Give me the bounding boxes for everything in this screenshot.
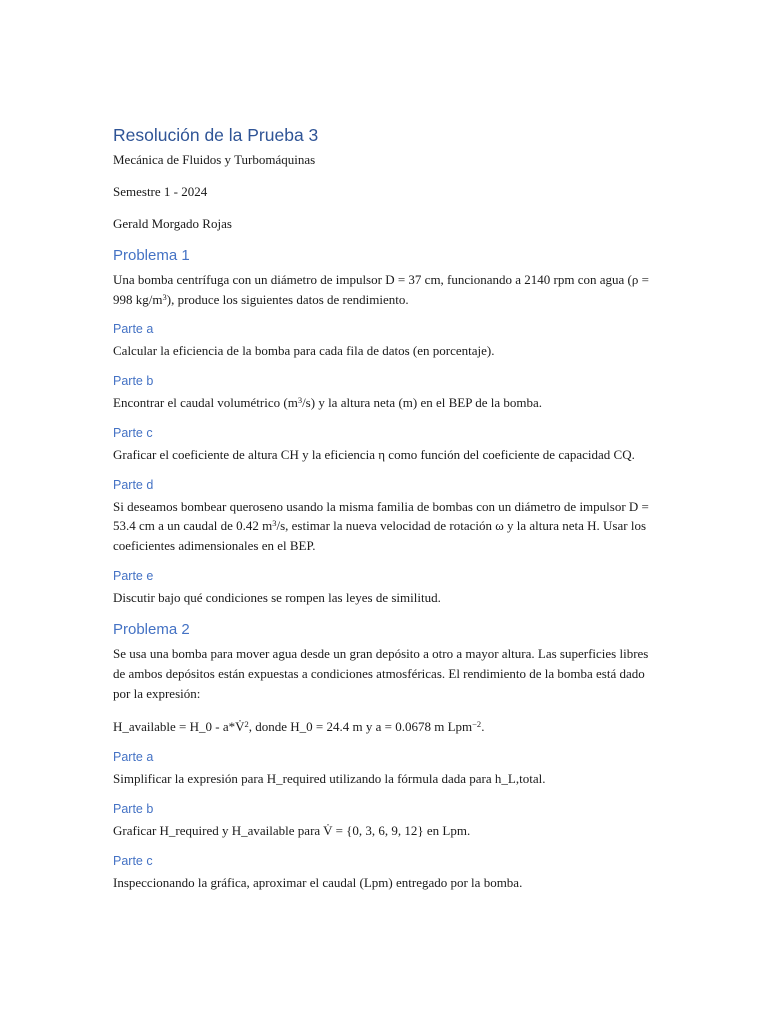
semester: Semestre 1 - 2024 bbox=[113, 184, 208, 199]
p1-part-e-text: Discutir bajo qué condiciones se rompen las leyes de similitud. bbox=[113, 589, 441, 605]
p1-part-d-text-start: Si deseamos bombear queroseno usando la misma familia de bombas con un diámetro de impulsor D = 53.4 cm a un caudal de 0.42 m bbox=[113, 498, 649, 534]
exponent: −2 bbox=[472, 719, 482, 730]
problem-2-heading: Problema 2 bbox=[113, 621, 190, 639]
exponent: 3 bbox=[297, 395, 303, 406]
exponent: 3 bbox=[162, 291, 167, 302]
problem-1-heading: Problema 1 bbox=[113, 247, 190, 264]
p1-part-d-text bbox=[113, 497, 658, 556]
exponent: 2 bbox=[244, 719, 249, 730]
p1-part-b-text bbox=[113, 393, 658, 413]
p2-part-b-heading: Parte b bbox=[113, 801, 154, 816]
document-page bbox=[113, 124, 658, 892]
p1-part-d-text-end: /s, estimar la nueva velocidad de rotación ω y la altura neta H. Usar los coeficientes adimensionales en el BEP. bbox=[113, 518, 647, 553]
p2-part-a-text: Simplificar la expresión para H_required utilizando la fórmula dada para h_L,total. bbox=[113, 771, 546, 787]
p1-part-b-text-start: Encontrar el caudal volumétrico (m bbox=[113, 395, 298, 411]
problem-1-intro-text: Una bomba centrífuga con un diámetro de impulsor D = 37 cm, funcionando a 2140 rpm con agua (ρ = 998 kg/m bbox=[113, 272, 649, 307]
p1-part-c-heading: Parte c bbox=[113, 425, 153, 440]
problem-2-intro: Se usa una bomba para mover agua desde un gran depósito a otro a mayor altura. Las superficies libres de ambos depósitos están expuestas a condiciones atmosféricas. El rendimiento de la bomba está dado por la expresión: bbox=[113, 646, 649, 701]
formula-text-middle: , donde H_0 = 24.4 m y a = 0.0678 m Lpm bbox=[248, 719, 473, 735]
problem-2-formula bbox=[113, 717, 658, 737]
p2-part-a-heading: Parte a bbox=[113, 750, 154, 765]
formula-text-end: . bbox=[481, 719, 485, 735]
p1-part-d-heading: Parte d bbox=[113, 477, 154, 492]
p1-part-a-heading: Parte a bbox=[113, 322, 154, 337]
p1-part-e-heading: Parte e bbox=[113, 568, 154, 583]
formula-text-start: H_available = H_0 - a*V̇ bbox=[113, 719, 245, 735]
p1-part-a-text: Calcular la eficiencia de la bomba para cada fila de datos (en porcentaje). bbox=[113, 343, 495, 359]
author: Gerald Morgado Rojas bbox=[113, 216, 232, 231]
p2-part-c-heading: Parte c bbox=[113, 853, 153, 868]
p1-part-b-text-end: /s) y la altura neta (m) en el BEP de la bomba. bbox=[302, 395, 543, 411]
exponent: 3 bbox=[272, 518, 277, 529]
p1-part-c-text: Graficar el coeficiente de altura CH y la eficiencia η como función del coeficiente de capacidad CQ. bbox=[113, 446, 635, 462]
course-name: Mecánica de Fluidos y Turbomáquinas bbox=[113, 152, 316, 167]
p1-part-b-heading: Parte b bbox=[113, 374, 154, 389]
problem-1-intro-text-end: ), produce los siguientes datos de rendimiento. bbox=[166, 291, 409, 307]
document-title: Resolución de la Prueba 3 bbox=[113, 125, 319, 145]
p2-part-c-text: Inspeccionando la gráfica, aproximar el caudal (Lpm) entregado por la bomba. bbox=[113, 874, 523, 890]
p2-part-b-text: Graficar H_required y H_available para V̇ = {0, 3, 6, 9, 12} en Lpm. bbox=[113, 822, 471, 838]
problem-1-intro bbox=[113, 270, 658, 309]
